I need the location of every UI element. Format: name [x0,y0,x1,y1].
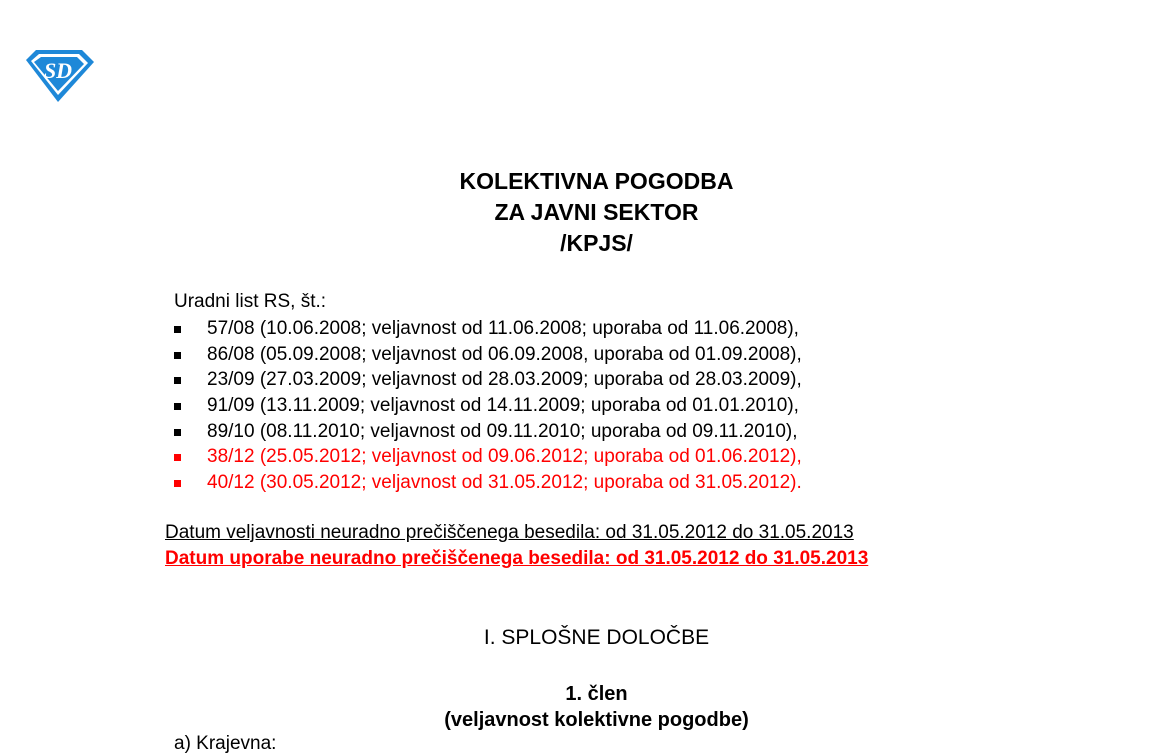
sd-logo [22,48,96,104]
gazette-item-text: 86/08 (05.09.2008; veljavnost od 06.09.2008, uporaba od 01.09.2008), [207,343,802,365]
gazette-item [174,342,802,368]
bullet-icon [174,377,181,384]
gazette-item [174,419,802,445]
bullet-icon [174,454,181,461]
document-title-line-1: KOLEKTIVNA POGODBA [459,168,734,194]
gazette-item-text: 89/10 (08.11.2010; veljavnost od 09.11.2010; uporaba od 09.11.2010), [207,420,798,442]
gazette-item [174,316,802,342]
gazette-item-text: 40/12 (30.05.2012; veljavnost od 31.05.2012; uporaba od 31.05.2012). [207,472,802,494]
gazette-item [174,393,802,419]
gazette-label: Uradni list RS, št.: [174,291,327,312]
article-title: (veljavnost kolektivne pogodbe) [444,709,749,731]
bullet-icon [174,326,181,333]
article-number: 1. člen [565,683,628,705]
cut-off-text: a) Krajevna: [174,733,277,754]
bullet-icon [174,429,181,436]
bullet-icon [174,403,181,410]
gazette-list [174,316,802,496]
usage-date-line: Datum uporabe neuradno prečiščenega besedila: od 31.05.2012 do 31.05.2013 [165,548,869,569]
gazette-item-text: 38/12 (25.05.2012; veljavnost od 09.06.2012; uporaba od 01.06.2012), [207,446,802,468]
section-title: I. SPLOŠNE DOLOČBE [483,626,710,649]
gazette-item-text: 23/09 (27.03.2009; veljavnost od 28.03.2009; uporaba od 28.03.2009), [207,369,802,391]
gazette-item-text: 57/08 (10.06.2008; veljavnost od 11.06.2008; uporaba od 11.06.2008), [207,318,799,339]
gazette-item [174,367,802,393]
gazette-item-highlighted [174,444,802,470]
document-title-line-3: /KPJS/ [560,230,633,256]
document-title-line-2: ZA JAVNI SEKTOR [494,199,699,225]
bullet-icon [174,352,181,359]
bullet-icon [174,480,181,487]
gazette-item-highlighted [174,470,802,496]
gazette-item-text: 91/09 (13.11.2009; veljavnost od 14.11.2009; uporaba od 01.01.2010), [207,395,799,417]
validity-date-line: Datum veljavnosti neuradno prečiščenega besedila: od 31.05.2012 do 31.05.2013 [165,522,854,543]
svg-text:SD: SD [43,58,73,83]
